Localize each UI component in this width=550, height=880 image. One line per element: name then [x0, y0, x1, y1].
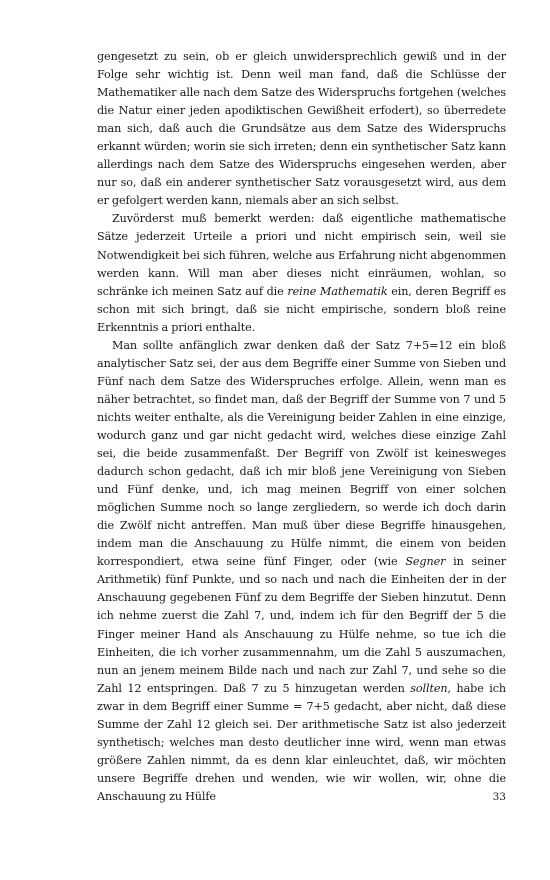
- paragraph: [97, 210, 506, 336]
- paragraph-text: ein, deren Begriff es schon mit sich bringt, daß sie nicht empirische, sondern bloß reine Erkenntnis a priori enthalte.: [97, 284, 506, 334]
- emphasized-text: sollten: [410, 681, 448, 695]
- paragraph: [97, 337, 506, 806]
- page-number: 33: [492, 791, 506, 803]
- paragraph-text: in seiner Arithmetik) fünf Punkte, und so nach und nach die Einheiten der in der Anschauung gegebenen Fünf zu dem Begriffe der Sieben hinzutut. Denn ich nehme zuerst die Zahl 7, und, indem ich für den Begriff der 5 die Finger meiner Hand als Anschauung zu Hülfe nehme, so tue ich die Einheiten, die ich vorher zusammennahm, um die Zahl 5 auszumachen, nun an jenem meinem Bilde nach und nach zur Zahl 7, und sehe so die Zahl 12 entspringen. Daß 7 zu 5 hinzugetan werden: [97, 555, 506, 695]
- paragraph-text: Man sollte anfänglich zwar denken daß der Satz 7+5=12 ein bloß analytischer Satz sei, der aus dem Begriffe einer Summe von Sieben und Fünf nach dem Satze des Widerspruches erfolge. Allein, wenn man es näher betrachtet, so findet man, daß der Begriff der Summe von 7 und 5 nichts weiter enthalte, als die Vereinigung beider Zahlen in eine einzige, wodurch ganz und gar nicht gedacht wird, welches diese einzige Zahl sei, die beide zusammenfaßt. Der Begriff von Zwölf ist keinesweges dadurch schon gedacht, daß ich mir bloß jene Vereinigung von Sieben und Fünf denke, und, ich mag meinen Begriff von einer solchen möglichen Summe noch so lange zergliedern, so werde ich doch darin die Zwölf nicht antreffen. Man muß über diese Begriffe hinausgehen, indem man die Anschauung zu Hülfe nimmt, die einem von beiden korrespondiert, etwa seine fünf Finger, oder (wie: [97, 338, 506, 569]
- paragraph-text: , habe ich zwar in dem Begriff einer Summe = 7+5 gedacht, aber nicht, daß diese Summe der Zahl 12 gleich sei. Der arithmetische Satz ist also jederzeit synthetisch; welches man desto deutlicher inne wird, wenn man etwas größere Zahlen nimmt, da es denn klar einleuchtet, daß, wir möchten unsere Begriffe drehen und wenden, wie wir wollen, wir, ohne die Anschauung zu Hülfe: [97, 681, 506, 803]
- paragraph: gengesetzt zu sein, ob er gleich unwidersprechlich gewiß und in der Folge sehr wichtig ist. Denn weil man fand, daß die Schlüsse der Mathematiker alle nach dem Satze des Widerspruchs fortgehen (welches die Natur einer jeden apodiktischen Gewißheit erfodert), so überredete man sich, daß auch die Grundsätze aus dem Satze des Widerspruchs erkannt würden; worin sie sich irreten; denn ein synthetischer Satz kann allerdings nach dem Satze des Widerspruchs eingesehen werden, aber nur so, daß ein anderer synthetischer Satz vorausgesetzt wird, aus dem er gefolgert werden kann, niemals aber an sich selbst.: [97, 50, 506, 208]
- paragraph-text: Zuvörderst muß bemerkt werden: daß eigentliche mathematische Sätze jederzeit Urteile a priori und nicht empirisch sein, weil sie Notwendigkeit bei sich führen, welche aus Erfahrung nicht abgenommen werden kann. Will man aber dieses nicht einräumen, wohlan, so schränke ich meinen Satz auf die: [97, 212, 506, 298]
- emphasized-text: reine Mathematik: [287, 284, 388, 298]
- body-text: [97, 48, 506, 806]
- emphasized-text: Segner: [405, 555, 446, 569]
